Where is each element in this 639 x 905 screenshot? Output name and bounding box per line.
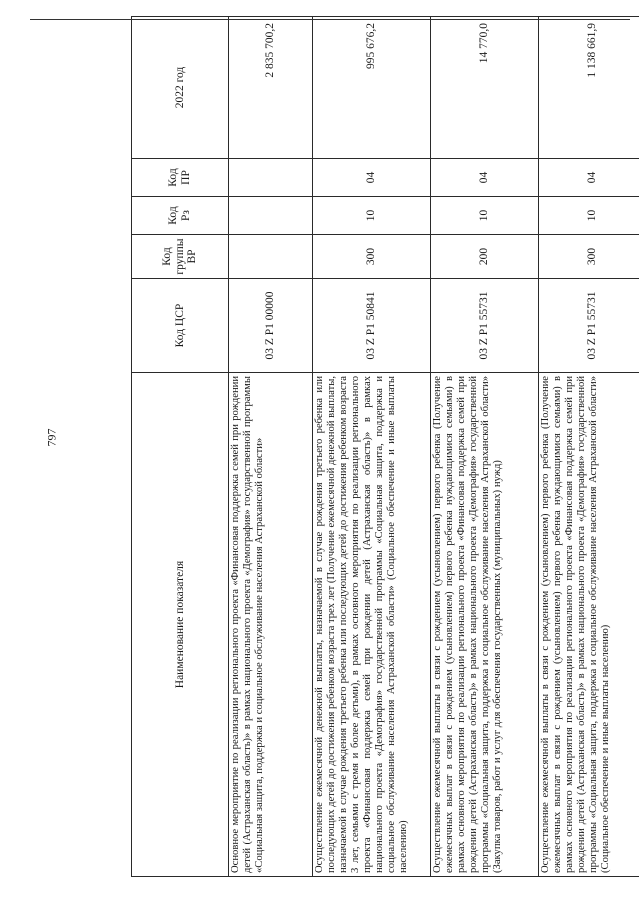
row-rz [229, 197, 313, 235]
row-value: 14 770,0 [431, 17, 539, 159]
row-name: Осуществление ежемесячной выплаты в связи с рождением (усыновлением) первого ребенка (Получение ежемесячных выплат в связи с рождением (усыновлением) первого ребенка нуждающимися семьями) в рамках основного мероприятия по реализации регионального проекта «Финансовая поддержка семей при рождении детей (Астраханская область)» в рамках национального проекта «Демография» государственной программы «Социальная защита, поддержка и социальное обслуживание населения Астраханской области» (Закупка товаров, работ и услуг для обеспечения государственных (муниципальных) нужд) [431, 373, 539, 877]
table-row [229, 17, 313, 877]
row-csr: 03 Z P1 55731 [431, 279, 539, 373]
row-vr: 300 [539, 235, 639, 279]
header-vr: Код группы ВР [132, 235, 229, 279]
row-pr: 04 [431, 159, 539, 197]
header-csr: Код ЦСР [132, 279, 229, 373]
row-value: 995 676,2 [313, 17, 431, 159]
page-number: 797 [44, 428, 59, 447]
row-vr: 300 [313, 235, 431, 279]
row-value: 2 835 700,2 [229, 17, 313, 159]
row-csr: 03 Z P1 50841 [313, 279, 431, 373]
row-value: 1 138 661,9 [539, 17, 639, 159]
row-rz: 10 [431, 197, 539, 235]
budget-table [131, 16, 639, 877]
table-row [539, 17, 639, 877]
row-vr [229, 235, 313, 279]
row-csr: 03 Z P1 55731 [539, 279, 639, 373]
header-rz: Код Рз [132, 197, 229, 235]
row-pr [229, 159, 313, 197]
row-vr: 200 [431, 235, 539, 279]
row-rz: 10 [313, 197, 431, 235]
page-edge-rule [30, 19, 630, 20]
header-name: Наименование показателя [132, 373, 229, 877]
header-pr: Код ПР [132, 159, 229, 197]
table-row [313, 17, 431, 877]
row-csr: 03 Z P1 00000 [229, 279, 313, 373]
row-rz: 10 [539, 197, 639, 235]
header-year: 2022 год [132, 17, 229, 159]
row-name: Основное мероприятие по реализации регионального проекта «Финансовая поддержка семей при рождении детей (Астраханская область)» в рамках национального проекта «Демография» государственной программы «Социальная защита, поддержка и социальное обслуживание населения Астраханской области» [229, 373, 313, 877]
row-pr: 04 [313, 159, 431, 197]
row-name: Осуществление ежемесячной денежной выплаты, назначаемой в случае рождения третьего ребенка или последующих детей до достижения ребенком возраста трех лет (Получение ежемесячной денежной выплаты, назначаемой в случае рождения третьего ребенка или последующих детей до достижения ребенком возраста 3 лет, семьями с тремя и более детьми), в рамках основного мероприятия по реализации регионального проекта «Финансовая поддержка семей при рождении детей (Астраханская область)» в рамках национального проекта «Демография» государственной программы «Социальная защита, поддержка и социальное обслуживание населения Астраханской области» (Социальное обеспечение и иные выплаты населению) [313, 373, 431, 877]
table-row [431, 17, 539, 877]
table-header-row [132, 17, 229, 877]
row-pr: 04 [539, 159, 639, 197]
row-name: Осуществление ежемесячной выплаты в связи с рождением (усыновлением) первого ребенка (Получение ежемесячных выплат в связи с рождением (усыновлением) первого ребенка нуждающимися семьями) в рамках основного мероприятия по реализации регионального проекта «Финансовая поддержка семей при рождении детей (Астраханская область)» в рамках национального проекта «Демография» государственной программы «Социальная защита, поддержка и социальное обслуживание населения Астраханской области» (Социальное обеспечение и иные выплаты населению) [539, 373, 639, 877]
